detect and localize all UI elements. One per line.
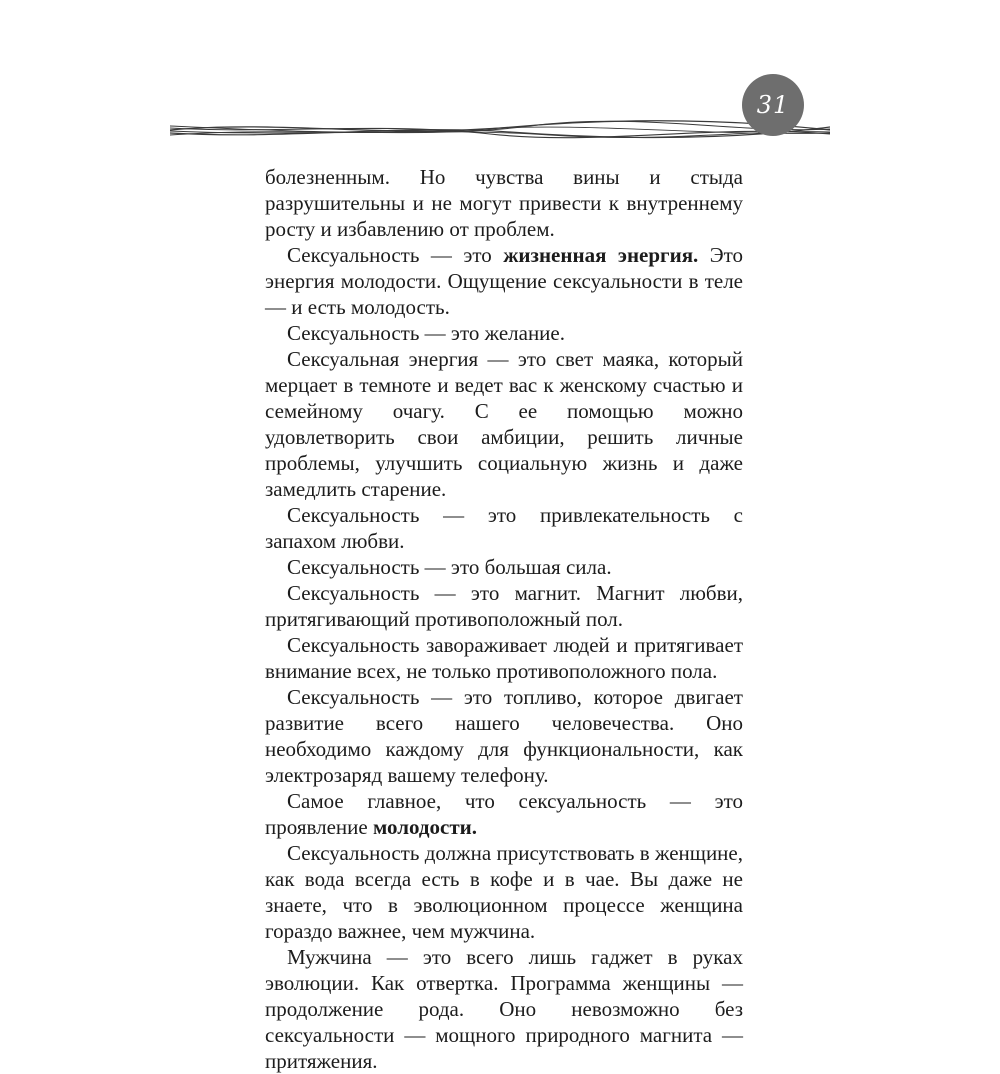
- paragraph: Сексуальная энергия — это свет маяка, который мерцает в темноте и ведет вас к женскому счастью и семейному очагу. С ее помощью можно удовлетворить свои амбиции, решить личные проблемы, улучшить социальную жизнь и даже замедлить старение.: [265, 347, 743, 501]
- decorative-wavy-rule: [170, 110, 830, 150]
- bold-phrase: молодости.: [372, 815, 478, 839]
- page-number-badge: 31: [742, 74, 804, 136]
- paragraph: Сексуальность — это желание.: [287, 321, 565, 345]
- paragraph: Сексуальность завораживает людей и притягивает внимание всех, не только противоположного пола.: [265, 633, 743, 683]
- paragraph: болезненным. Но чувства вины и стыда разрушительны и не могут привести к внутреннему росту и избавлению от проблем.: [265, 165, 743, 241]
- bold-phrase: жизненная энергия.: [503, 243, 699, 267]
- paragraph: Самое главное, что сексуальность — это проявление молодости.: [265, 789, 743, 839]
- paragraph: Сексуальность — это жизненная энергия. Это энергия молодости. Ощущение сексуальности в теле — и есть молодость.: [265, 243, 744, 319]
- paragraph: Сексуальность — это большая сила.: [287, 555, 612, 579]
- paragraph: Сексуальность — это топливо, которое двигает развитие всего нашего человечества. Оно необходимо каждому для функциональности, как электрозаряд вашему телефону.: [265, 685, 743, 787]
- body-text: [265, 164, 743, 1074]
- paragraph: Сексуальность — это магнит. Магнит любви, притягивающий противоположный пол.: [265, 581, 743, 631]
- paragraph: Сексуальность — это привлекательность с запахом любви.: [265, 503, 743, 553]
- paragraph: Сексуальность должна присутствовать в женщине, как вода всегда есть в кофе и в чае. Вы даже не знаете, что в эволюционном процессе женщина гораздо важнее, чем мужчина.: [265, 841, 743, 943]
- paragraph: Мужчина — это всего лишь гаджет в руках эволюции. Как отвертка. Программа женщины — продолжение рода. Оно невозможно без сексуальности — мощного природного магнита — притяжения.: [265, 945, 743, 1073]
